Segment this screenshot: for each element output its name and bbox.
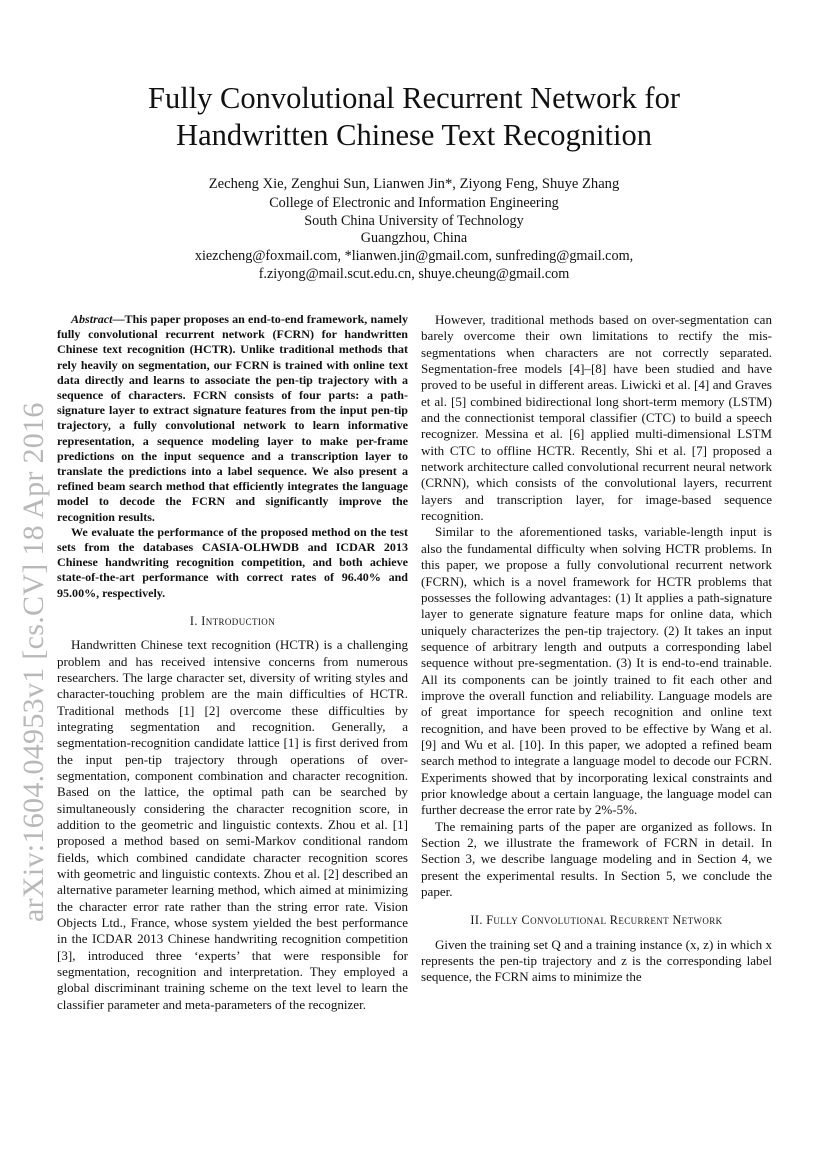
author-block	[60, 176, 768, 284]
abstract-text-1: —This paper proposes an end-to-end framework, namely fully convolutional recurrent network (FCRN) for handwritten Chinese text recognition (HCTR). Unlike traditional methods that rely heavily on segmentation, our FCRN is trained with online text data directly and learns to associate the pen-tip trajectory with a sequence of characters. FCRN consists of four parts: a path-signature layer to extract signature features from the input pen-tip trajectory, a fully convolutional network to learn informative representation, a sequence modeling layer to make per-frame predictions on the input sequence and a transcription layer to translate the predictions into a label sequence. We also present a refined beam search method that efficiently integrates the language model to decode the FCRN and significantly improve the recognition results.	[57, 312, 408, 524]
intro-paragraph-3: Similar to the aforementioned tasks, variable-length input is also the fundamental difficulty when solving HCTR problems. In this paper, we propose a fully convolutional recurrent network (FCRN), which is a novel framework for HCTR problems that possesses the following advantages: (1) It applies a path-signature layer to generate signature feature maps for online data, which uniquely characterizes the pen-tip trajectory. (2) It takes an input sequence of arbitrary length and outputs a corresponding label sequence without pre-segmentation. (3) It is end-to-end trainable. All its components can be jointly trained to fit each other and improve the overall function and reliability. Language models are of great importance for speech recognition and online text recognition, and have been proved to be effective by Wang et al. [9] and Wu et al. [10]. In this paper, we adopted a refined beam search method to integrate a language model to decode our FCRN. Experiments showed that by incorporating lexical constraints and prior knowledge about a certain language, the language model can further decrease the error rate by 2%-5%.	[421, 524, 772, 818]
title-line-1: Fully Convolutional Recurrent Network for	[148, 81, 680, 115]
arxiv-watermark	[14, 330, 54, 922]
left-column	[57, 312, 408, 1013]
fcrn-paragraph-1: Given the training set Q and a training instance (x, z) in which x represents the pen-tip trajectory and z is the corresponding label sequence, the FCRN aims to minimize the	[421, 936, 772, 985]
abstract-label: Abstract	[71, 312, 113, 326]
affiliation-university: South China University of Technology	[304, 212, 524, 229]
abstract-paragraph-1	[57, 312, 408, 525]
section-heading-fcrn: II. Fully Convolutional Recurrent Network	[470, 913, 723, 928]
intro-paragraph-1: Handwritten Chinese text recognition (HCTR) is a challenging problem and has received intensive concerns from numerous researchers. The large character set, diversity of writing styles and character-touching problem are the main difficulties of HCTR. Traditional methods [1] [2] overcome these difficulties by integrating segmentation and recognition. Generally, a segmentation-recognition candidate lattice [1] is first derived from the input pen-tip trajectory through operations of over-segmentation, component combination and character recognition. Based on the lattice, the optimal path can be searched by simultaneously considering the character recognition score, in addition to the geometric and linguistic contexts. Zhou et al. [1] proposed a method based on semi-Markov conditional random fields, which combined candidate character recognition scores with geometric and linguistic contexts. Zhou et al. [2] described an alternative parameter learning method, which aimed at minimizing the character error rate rather than the string error rate. Vision Objects Ltd., France, whose system yielded the best performance in the ICDAR 2013 Chinese handwriting recognition competition [3], introduced three ‘experts’ that were responsible for segmentation, recognition and interpretation. They employed a global discriminant training scheme on the text level to learn the classifier parameter and meta-parameters of the recognizer.	[57, 637, 408, 1012]
affiliation-city: Guangzhou, China	[360, 230, 468, 247]
paper-title	[60, 80, 768, 154]
affiliation-college: College of Electronic and Information Engineering	[269, 194, 559, 211]
title-line-2: Handwritten Chinese Text Recognition	[176, 118, 652, 152]
section-heading-introduction: I. Introduction	[189, 613, 276, 628]
right-column	[421, 312, 772, 986]
author-names: Zecheng Xie, Zenghui Sun, Lianwen Jin*, Ziyong Feng, Shuye Zhang	[208, 176, 620, 192]
arxiv-watermark-text: arXiv:1604.04953v1 [cs.CV] 18 Apr 2016	[17, 402, 50, 922]
abstract-paragraph-2: We evaluate the performance of the proposed method on the test sets from the databases CASIA-OLHWDB and ICDAR 2013 Chinese handwriting recognition competition, and both achieve state-of-the-art performance with correct rates of 96.40% and 95.00%, respectively.	[57, 524, 408, 600]
abstract	[57, 312, 408, 601]
author-emails-2: f.ziyong@mail.scut.edu.cn, shuye.cheung@gmail.com	[258, 265, 570, 282]
intro-paragraph-2: However, traditional methods based on over-segmentation can barely overcome their own limitations to rectify the mis-segmentations when characters are not correctly separated. Segmentation-free models [4]–[8] have been studied and have proved to be useful in different areas. Liwicki et al. [4] and Graves et al. [5] combined bidirectional long short-term memory (LSTM) and the connectionist temporal classifier (CTC) to build a speech recognizer. Messina et al. [6] applied multi-dimensional LSTM with CTC to offline HCTR. Recently, Shi et al. [7] proposed a network architecture called convolutional recurrent neural network (CRNN), which consists of the convolutional layers, recurrent layers and transcription layer, for image-based sequence recognition.	[421, 312, 772, 524]
author-emails-1: xiezcheng@foxmail.com, *lianwen.jin@gmail.com, sunfreding@gmail.com,	[194, 248, 634, 265]
intro-paragraph-4: The remaining parts of the paper are organized as follows. In Section 2, we illustrate the framework of FCRN in detail. In Section 3, we describe language modeling and in Section 4, we present the experimental results. In Section 5, we conclude the paper.	[421, 818, 772, 900]
